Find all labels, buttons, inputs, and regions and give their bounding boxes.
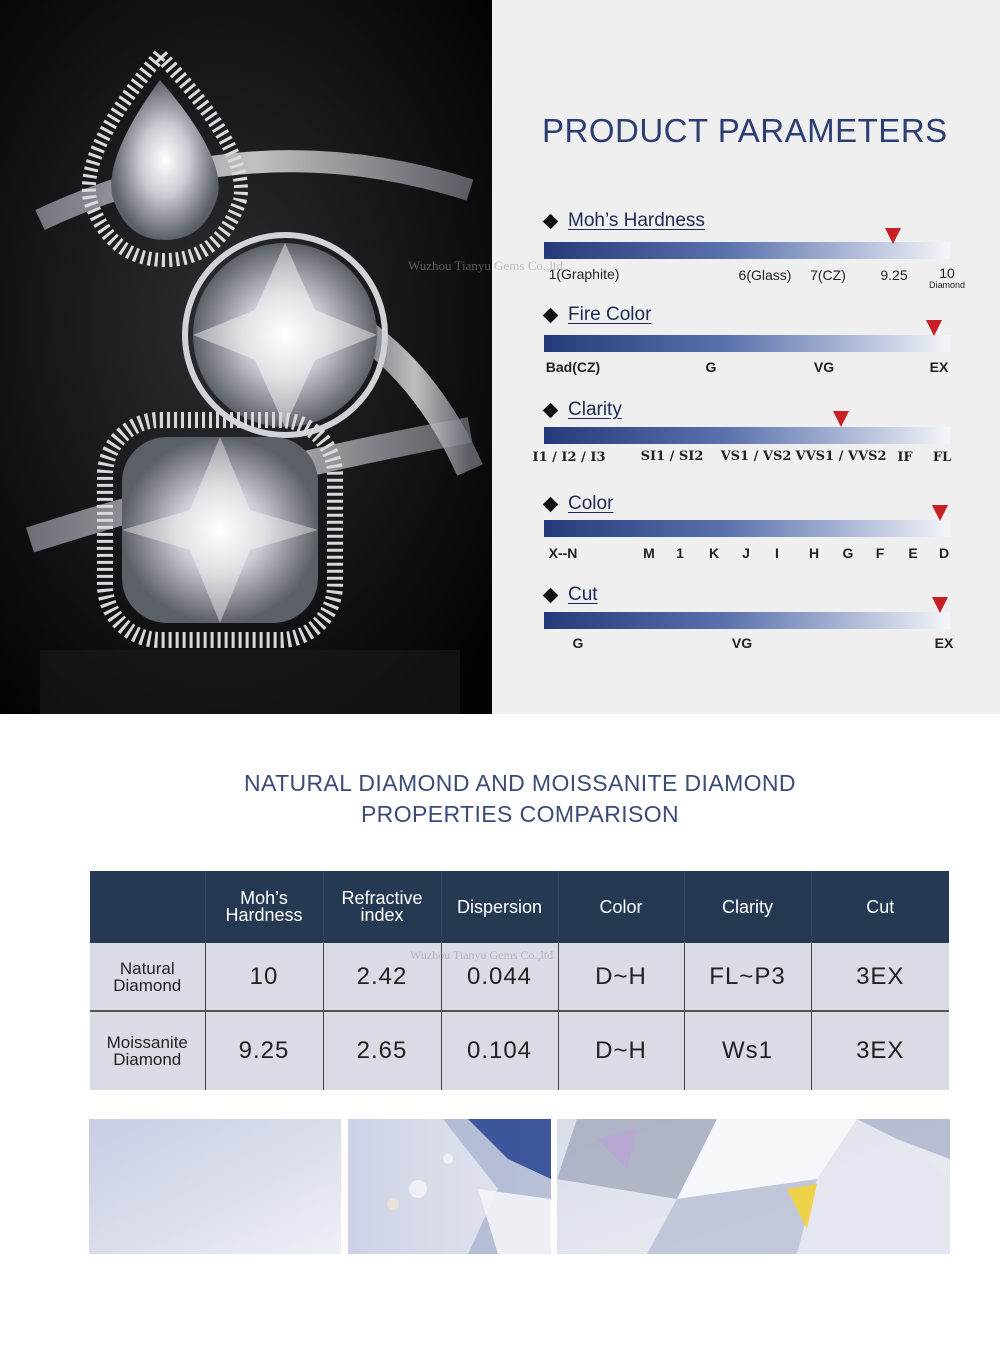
- clarity-scale-6: FL: [932, 450, 952, 465]
- cell-refractive: 2.65: [323, 1011, 441, 1090]
- parameters-title: PRODUCT PARAMETERS: [542, 112, 948, 149]
- hardness-marker-icon: [885, 228, 901, 244]
- strip-image-3: [557, 1119, 950, 1254]
- hardness-scale-5: 10: [939, 265, 955, 281]
- color-bar: [544, 520, 950, 537]
- cut-scale-1: G: [572, 635, 584, 651]
- cell-refractive: 2.42: [323, 943, 441, 1011]
- color-scale-5: J: [742, 545, 750, 561]
- parameters-panel: [492, 0, 1000, 714]
- color-scale-7: H: [808, 545, 820, 561]
- cut-marker-icon: [932, 597, 948, 613]
- color-scale-2: M: [643, 545, 655, 561]
- fire-marker-icon: [926, 320, 942, 336]
- hardness-label: Moh’s Hardness: [568, 210, 705, 231]
- clarity-heading: [542, 399, 622, 421]
- cell-color: D~H: [558, 1011, 684, 1090]
- color-scale-9: F: [875, 545, 885, 561]
- header-clarity: Clarity: [684, 871, 811, 943]
- hardness-scale-6: Diamond: [928, 280, 966, 290]
- fire-bar: [544, 335, 950, 352]
- pale-gradient-image: [89, 1119, 341, 1254]
- cell-hardness: 10: [205, 943, 323, 1011]
- color-scale-1: X--N: [548, 545, 578, 561]
- table-row: [90, 1011, 949, 1090]
- row-label-moissanite: Moissanite Diamond: [90, 1011, 205, 1090]
- clarity-scale-4: VVS1 / VVS2: [795, 449, 887, 464]
- cell-hardness: 9.25: [205, 1011, 323, 1090]
- fire-scale-4: EX: [929, 359, 949, 375]
- cut-bar: [544, 612, 950, 629]
- color-scale-6: I: [775, 545, 779, 561]
- cell-clarity: FL~P3: [684, 943, 811, 1011]
- fire-heading: [542, 304, 651, 326]
- cut-label: Cut: [568, 584, 598, 605]
- diamond-bullet-icon: [543, 587, 559, 603]
- clarity-scale-5: IF: [897, 450, 913, 465]
- cell-cut: 3EX: [811, 1011, 949, 1090]
- cell-dispersion: 0.104: [441, 1011, 558, 1090]
- header-dispersion: Dispersion: [441, 871, 558, 943]
- hardness-heading: [542, 210, 705, 232]
- clarity-marker-icon: [833, 411, 849, 427]
- comparison-table: [90, 871, 949, 1090]
- watermark-table: Wuzhou Tianyu Gems Co.,ltd: [410, 948, 554, 962]
- diamond-facets-image: [557, 1119, 950, 1254]
- rings-illustration: [0, 0, 492, 714]
- fire-scale-2: G: [705, 359, 717, 375]
- fire-label: Fire Color: [568, 304, 652, 325]
- fire-scale-1: Bad(CZ): [545, 359, 601, 375]
- clarity-scale-2: SI1 / SI2: [640, 449, 704, 464]
- cell-cut: 3EX: [811, 943, 949, 1011]
- diamond-bullet-icon: [543, 307, 559, 323]
- color-scale-4: K: [708, 545, 720, 561]
- crystal-prism-image: [348, 1119, 551, 1254]
- hardness-scale-1: 1(Graphite): [548, 266, 620, 282]
- strip-image-1: [89, 1119, 341, 1254]
- color-marker-icon: [932, 505, 948, 521]
- comparison-title-line2: PROPERTIES COMPARISON: [360, 801, 680, 827]
- header-cell-empty: [90, 871, 205, 943]
- watermark-top: Wuzhou Tianyu Gems Co.,ltd: [408, 258, 564, 273]
- strip-image-2: [348, 1119, 551, 1254]
- color-label: Color: [568, 493, 614, 514]
- cut-heading: [542, 584, 598, 606]
- diamond-bullet-icon: [543, 213, 559, 229]
- clarity-label: Clarity: [568, 399, 622, 420]
- hardness-scale-3: 7(CZ): [810, 267, 846, 283]
- cut-scale-3: EX: [934, 635, 954, 651]
- hardness-bar: [544, 242, 950, 259]
- comparison-title: [0, 768, 1000, 830]
- table-header-row: [90, 871, 949, 943]
- comparison-title-line1: NATURAL DIAMOND AND MOISSANITE DIAMOND: [244, 770, 796, 796]
- header-cut: Cut: [811, 871, 949, 943]
- color-scale-8: G: [842, 545, 854, 561]
- hardness-scale-4: 9.25: [880, 267, 908, 283]
- color-scale-10: E: [908, 545, 918, 561]
- clarity-bar: [544, 427, 950, 444]
- color-scale-3: 1: [676, 545, 684, 561]
- cell-color: D~H: [558, 943, 684, 1011]
- rings-photo: [0, 0, 492, 714]
- cell-dispersion: 0.044: [441, 943, 558, 1011]
- fire-scale-3: VG: [813, 359, 835, 375]
- hardness-scale-2: 6(Glass): [738, 267, 792, 283]
- cut-scale-2: VG: [731, 635, 753, 651]
- header-color: Color: [558, 871, 684, 943]
- diamond-bullet-icon: [543, 402, 559, 418]
- header-refractive: Refractive index: [323, 871, 441, 943]
- diamond-bullet-icon: [543, 496, 559, 512]
- cell-clarity: Ws1: [684, 1011, 811, 1090]
- clarity-scale-3: VS1 / VS2: [720, 449, 792, 464]
- color-heading: [542, 493, 613, 515]
- clarity-scale-1: I1 / I2 / I3: [532, 450, 606, 465]
- color-scale-11: D: [938, 545, 950, 561]
- row-label-natural: Natural Diamond: [90, 943, 205, 1011]
- header-hardness: Moh’s Hardness: [205, 871, 323, 943]
